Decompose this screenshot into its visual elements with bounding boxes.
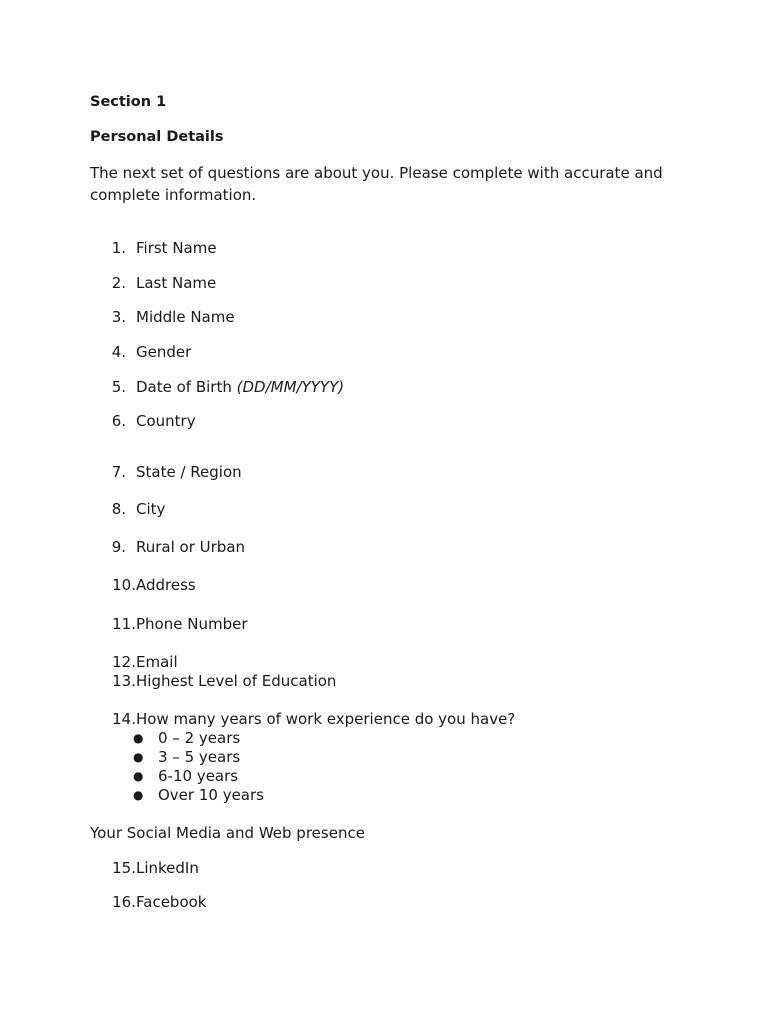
question-number: 3. <box>111 308 126 326</box>
question-label: Gender <box>136 343 192 361</box>
question-number: 1. <box>111 239 126 257</box>
question-label: Phone Number <box>136 615 248 633</box>
option-label: Over 10 years <box>158 786 264 804</box>
section-heading: Section 1 <box>90 94 167 110</box>
question-label: Middle Name <box>136 308 235 326</box>
question-number: 2. <box>111 274 126 292</box>
question-label: State / Region <box>136 463 242 481</box>
question-label: Rural or Urban <box>136 538 246 556</box>
option-label: 6-10 years <box>158 767 239 785</box>
question-number: 12. <box>112 653 136 671</box>
question-label: Country <box>136 412 196 430</box>
question-label: City <box>136 500 166 518</box>
question-label <box>136 378 344 396</box>
question-number: 14. <box>112 710 136 728</box>
question-label: LinkedIn <box>136 859 199 877</box>
question-label: Highest Level of Education <box>136 672 337 690</box>
option-label: 3 – 5 years <box>158 748 241 766</box>
question-number: 11. <box>112 615 136 633</box>
question-label: Last Name <box>136 274 217 292</box>
question-number: 7. <box>111 463 126 481</box>
question-number: 5. <box>111 378 126 396</box>
section-subheading: Personal Details <box>90 129 224 145</box>
question-number: 13. <box>112 672 136 690</box>
question-number: 16. <box>112 893 136 911</box>
question-label: First Name <box>136 239 217 257</box>
bullet-icon: ● <box>133 731 144 745</box>
question-label: Email <box>136 653 178 671</box>
question-number: 6. <box>111 412 126 430</box>
intro-paragraph: The next set of questions are about you. Please complete with accurate and complete information. <box>90 164 663 204</box>
question-number: 10. <box>112 576 136 594</box>
social-heading: Your Social Media and Web presence <box>90 824 365 842</box>
date-format-note: (DD/MM/YYYY) <box>236 378 345 396</box>
question-label: How many years of work experience do you have? <box>136 710 516 728</box>
question-number: 8. <box>111 500 126 518</box>
question-number: 9. <box>111 538 126 556</box>
question-label-text: Date of Birth <box>136 378 237 396</box>
bullet-icon: ● <box>133 769 144 783</box>
bullet-icon: ● <box>133 788 144 802</box>
question-number: 4. <box>111 343 126 361</box>
question-number: 15. <box>112 859 136 877</box>
option-label: 0 – 2 years <box>158 729 241 747</box>
bullet-icon: ● <box>133 750 144 764</box>
question-label: Facebook <box>136 893 207 911</box>
question-label: Address <box>136 576 196 594</box>
